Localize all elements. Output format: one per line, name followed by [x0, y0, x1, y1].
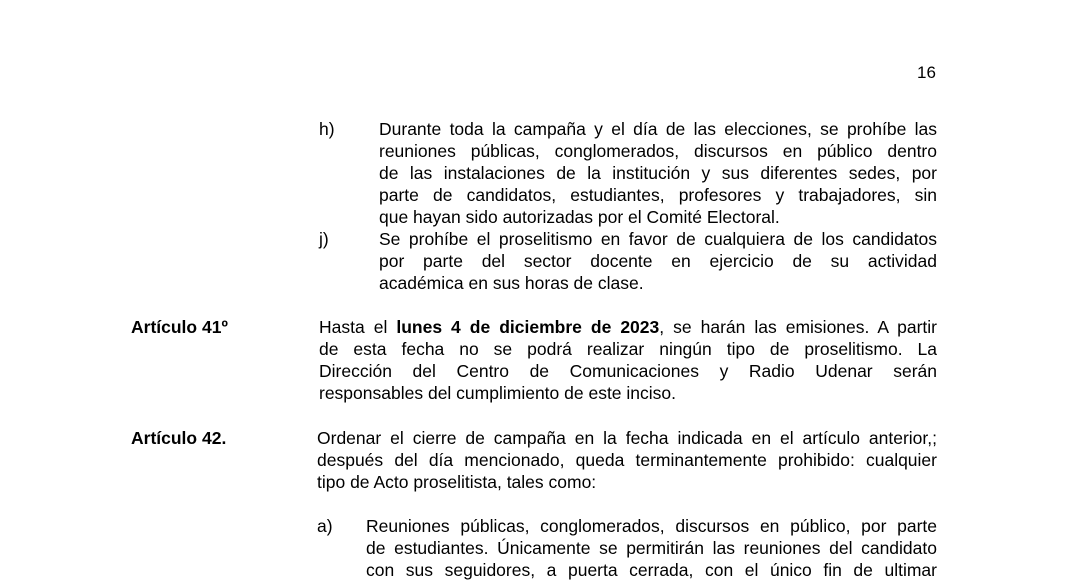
item-a-line-2: de estudiantes. Únicamente se permitirán las reuniones del candidato [366, 538, 937, 558]
item-label-h: h) [319, 119, 335, 139]
page-number: 16 [917, 63, 936, 82]
item-label-a: a) [317, 516, 333, 536]
article-42-line-3: tipo de Acto proselitista, tales como: [317, 472, 597, 492]
item-h-line-3: de las instalaciones de la institución y sus diferentes sedes, por [379, 163, 937, 183]
item-a-line-1: Reuniones públicas, conglomerados, discursos en público, por parte [366, 516, 937, 536]
article-41-line-1-pre: Hasta el [319, 317, 397, 337]
item-label-j: j) [319, 229, 329, 249]
item-h-line-5: que hayan sido autorizadas por el Comité Electoral. [379, 207, 780, 227]
item-j-line-1: Se prohíbe el proselitismo en favor de cualquiera de los candidatos [379, 229, 937, 249]
item-h-line-4: parte de candidatos, estudiantes, profesores y trabajadores, sin [379, 185, 937, 205]
article-41-line-4: responsables del cumplimiento de este inciso. [319, 383, 676, 403]
item-h-line-1: Durante toda la campaña y el día de las elecciones, se prohíbe las [379, 119, 937, 139]
article-41-line-1-post: , se harán las emisiones. A partir [659, 317, 937, 337]
article-42-line-2: después del día mencionado, queda terminantemente prohibido: cualquier [317, 450, 937, 470]
article-41-line-1 [319, 316, 937, 338]
item-j-line-2: por parte del sector docente en ejercicio de su actividad [379, 251, 937, 271]
article-42-title: Artículo 42. [131, 428, 227, 448]
article-41-line-2: de esta fecha no se podrá realizar ningún tipo de proselitismo. La [319, 339, 937, 359]
article-41-line-3: Dirección del Centro de Comunicaciones y Radio Udenar serán [319, 361, 937, 381]
item-j-line-3: académica en sus horas de clase. [379, 273, 644, 293]
article-41-title: Artículo 41º [131, 317, 228, 337]
article-41-date: lunes 4 de diciembre de 2023 [396, 317, 660, 337]
item-a-line-3: con sus seguidores, a puerta cerrada, con el único fin de ultimar [366, 560, 937, 580]
item-h-line-2: reuniones públicas, conglomerados, discursos en público dentro [379, 141, 937, 161]
article-42-line-1: Ordenar el cierre de campaña en la fecha indicada en el artículo anterior,; [317, 428, 937, 448]
